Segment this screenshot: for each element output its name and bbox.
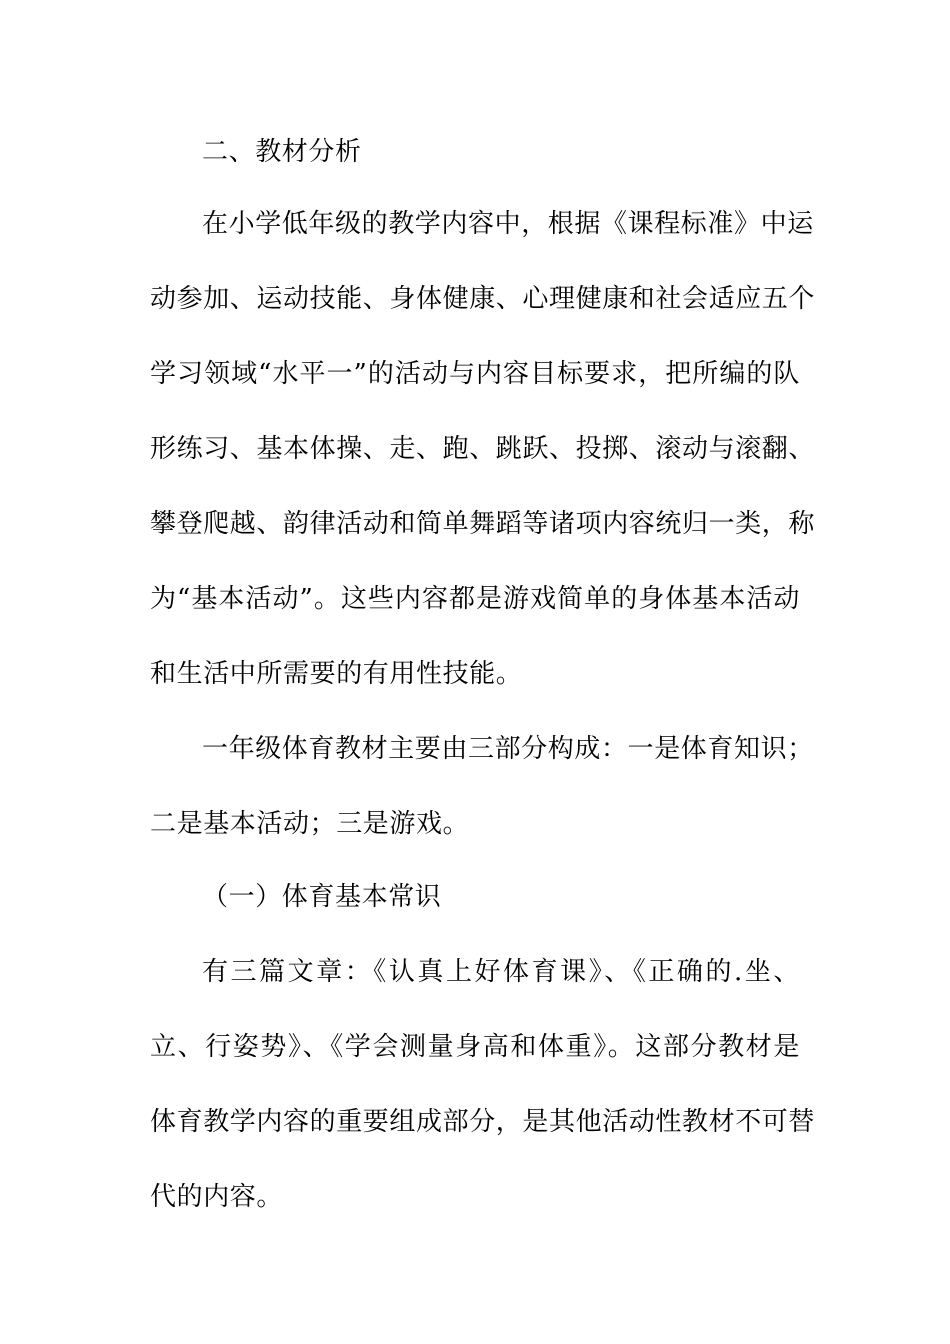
paragraph-line: 在小学低年级的教学内容中，根据《课程标准》中运 [202,209,814,239]
paragraph-line: 代的内容。 [150,1182,284,1212]
paragraph-line: 动参加、运动技能、身体健康、心理健康和社会适应五个 [150,284,816,314]
paragraph-line: 学习领域“水平一”的活动与内容目标要求，把所编的队 [150,359,800,389]
subsection-heading: （一）体育基本常识 [202,882,442,912]
paragraph-line: 体育教学内容的重要组成部分，是其他活动性教材不可替 [150,1107,816,1137]
paragraph-line: 为“基本活动”。这些内容都是游戏简单的身体基本活动 [150,584,800,614]
paragraph-line: 和生活中所需要的有用性技能。 [150,659,523,689]
paragraph-line: 二是基本活动；三是游戏。 [150,809,470,839]
paragraph-line: 形练习、基本体操、走、跑、跳跃、投掷、滚动与滚翻、 [150,434,816,464]
paragraph-line: 一年级体育教材主要由三部分构成：一是体育知识； [202,734,814,764]
paragraph-line: 攀登爬越、韵律活动和简单舞蹈等诸项内容统归一类，称 [150,509,816,539]
paragraph-line: 有三篇文章：《认真上好体育课》、《正确的.坐、 [202,957,800,987]
section-heading: 二、教材分析 [202,137,362,167]
paragraph-line: 立、行姿势》、《学会测量身高和体重》。这部分教材是 [150,1032,800,1062]
